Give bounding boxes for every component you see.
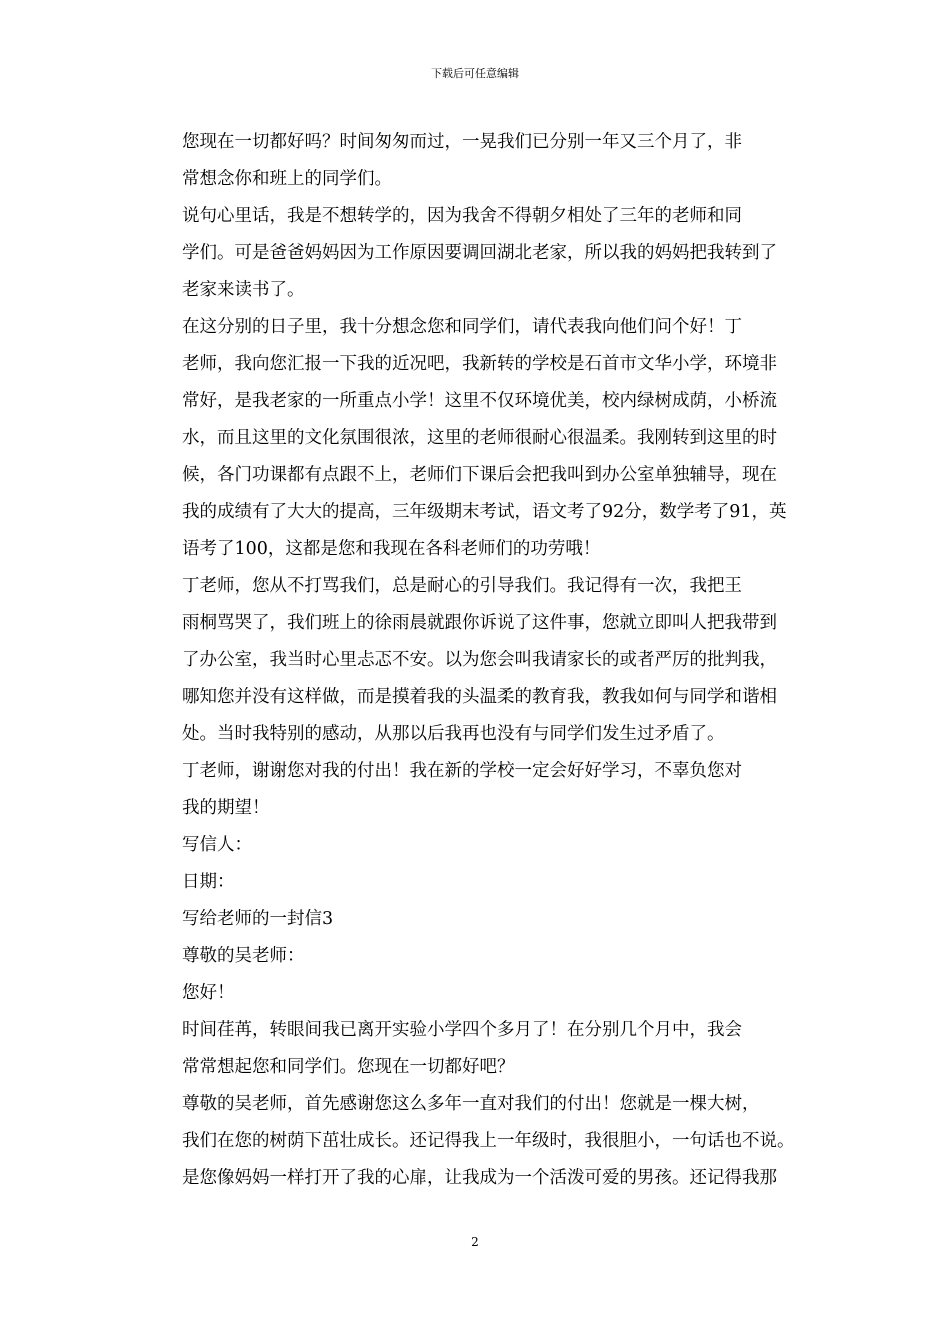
- page-header: 下载后可任意编辑: [431, 67, 519, 80]
- text-line: 雨桐骂哭了，我们班上的徐雨晨就跟你诉说了这件事，您就立即叫人把我带到: [182, 613, 777, 633]
- signature-writer-label: [145, 827, 810, 864]
- greeting: [145, 975, 810, 1012]
- letter-body: [145, 124, 810, 1197]
- text-line: 我的成绩有了大大的提高，三年级期末考试，语文考了92分，数学考了91，英: [182, 502, 787, 522]
- text-line: 您现在一切都好吗？时间匆匆而过，一晃我们已分别一年又三个月了，非: [182, 132, 742, 152]
- text-line: 说句心里话，我是不想转学的，因为我舍不得朝夕相处了三年的老师和同: [182, 206, 742, 226]
- text-line: 水，而且这里的文化氛围很浓，这里的老师很耐心很温柔。我刚转到这里的时: [182, 428, 777, 448]
- text-line: 写给老师的一封信3: [182, 909, 334, 929]
- text-line: 写信人：: [182, 835, 252, 855]
- paragraph: [145, 1086, 810, 1197]
- paragraph: [145, 1012, 810, 1086]
- text-line: 常想念你和班上的同学们。: [182, 169, 392, 189]
- text-line: 学们。可是爸爸妈妈因为工作原因要调回湖北老家，所以我的妈妈把我转到了: [182, 243, 777, 263]
- text-line: 尊敬的吴老师：: [182, 946, 305, 966]
- text-line: 是您像妈妈一样打开了我的心扉，让我成为一个活泼可爱的男孩。还记得我那: [182, 1168, 777, 1188]
- text-line: 常好，是我老家的一所重点小学！这里不仅环境优美，校内绿树成荫，小桥流: [182, 391, 777, 411]
- salutation: [145, 938, 810, 975]
- text-line: 时间荏苒，转眼间我已离开实验小学四个多月了！在分别几个月中，我会: [182, 1020, 742, 1040]
- text-line: 哪知您并没有这样做，而是摸着我的头温柔的教育我，教我如何与同学和谐相: [182, 687, 777, 707]
- text-line: 日期：: [182, 872, 235, 892]
- page-number: 2: [471, 1235, 479, 1249]
- text-line: 处。当时我特别的感动，从那以后我再也没有与同学们发生过矛盾了。: [182, 724, 725, 744]
- section-title: [145, 901, 810, 938]
- signature-date-label: [145, 864, 810, 901]
- text-line: 我的期望！: [182, 798, 270, 818]
- text-line: 在这分别的日子里，我十分想念您和同学们，请代表我向他们问个好！丁: [182, 317, 742, 337]
- text-line: 语考了100，这都是您和我现在各科老师们的功劳哦！: [182, 539, 601, 559]
- paragraph: [145, 309, 810, 568]
- text-line: 常常想起您和同学们。您现在一切都好吧？: [182, 1057, 515, 1077]
- text-line: 尊敬的吴老师，首先感谢您这么多年一直对我们的付出！您就是一棵大树，: [182, 1094, 760, 1114]
- text-line: 老师，我向您汇报一下我的近况吧，我新转的学校是石首市文华小学，环境非: [182, 354, 777, 374]
- paragraph: [145, 753, 810, 827]
- paragraph: [145, 124, 810, 198]
- text-line: 丁老师，您从不打骂我们，总是耐心的引导我们。我记得有一次，我把王: [182, 576, 742, 596]
- text-line: 老家来读书了。: [182, 280, 305, 300]
- paragraph: [145, 568, 810, 753]
- text-line: 候，各门功课都有点跟不上，老师们下课后会把我叫到办公室单独辅导，现在: [182, 465, 777, 485]
- text-line: 丁老师，谢谢您对我的付出！我在新的学校一定会好好学习，不辜负您对: [182, 761, 742, 781]
- paragraph: [145, 198, 810, 309]
- text-line: 我们在您的树荫下茁壮成长。还记得我上一年级时，我很胆小，一句话也不说。: [182, 1131, 795, 1151]
- text-line: 了办公室，我当时心里忐忑不安。以为您会叫我请家长的或者严厉的批判我，: [182, 650, 777, 670]
- text-line: 您好！: [182, 983, 235, 1003]
